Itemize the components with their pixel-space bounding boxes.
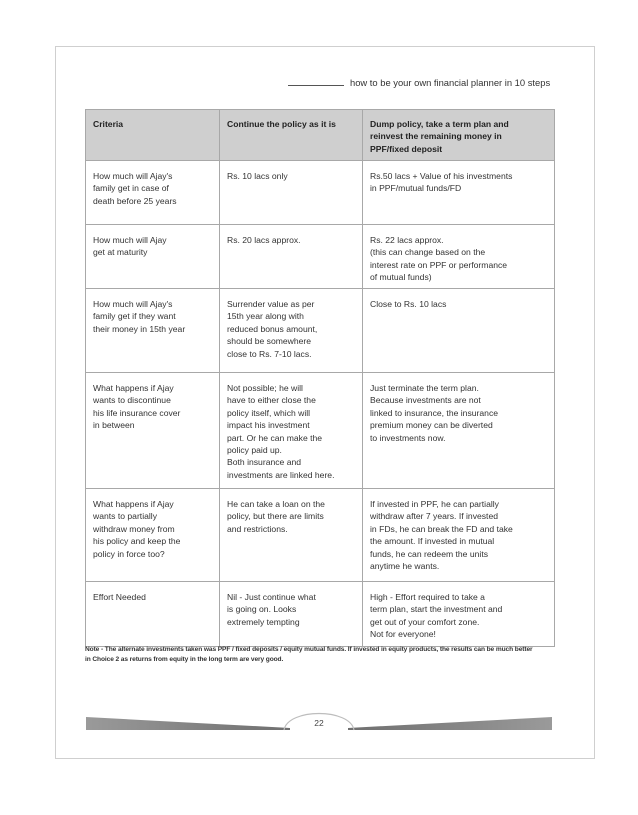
criteria-cell: How much will Ajay's family get if they want their money in 15th year bbox=[86, 289, 220, 373]
dump-cell: Rs. 22 lacs approx. (this can change based on the interest rate on PPF or performance of mutual funds) bbox=[363, 225, 555, 289]
comparison-table bbox=[85, 109, 555, 647]
dump-cell: If invested in PPF, he can partially withdraw after 7 years. If invested in FDs, he can break the FD and take the amount. If invested in mutual funds, he can redeem the units anytime he wants. bbox=[363, 489, 555, 582]
continue-cell: Surrender value as per 15th year along with reduced bonus amount, should be somewhere close to Rs. 7-10 lacs. bbox=[220, 289, 363, 373]
dump-cell: Rs.50 lacs + Value of his investments in PPF/mutual funds/FD bbox=[363, 161, 555, 225]
continue-cell: Nil - Just continue what is going on. Looks extremely tempting bbox=[220, 582, 363, 647]
header-rule bbox=[288, 85, 344, 86]
table-row bbox=[86, 582, 555, 647]
criteria-cell: Effort Needed bbox=[86, 582, 220, 647]
dump-cell: Just terminate the term plan. Because investments are not linked to insurance, the insurance premium money can be diverted to investments now. bbox=[363, 373, 555, 489]
running-title: how to be your own financial planner in 10 steps bbox=[350, 77, 551, 88]
dump-cell: High - Effort required to take a term plan, start the investment and get out of your comfort zone. Not for everyone! bbox=[363, 582, 555, 647]
footer-wedge-left bbox=[86, 717, 290, 730]
page-number: 22 bbox=[314, 718, 324, 728]
footnote bbox=[85, 645, 560, 665]
footnote-line: in Choice 2 as returns from equity in the long term are very good. bbox=[85, 656, 284, 663]
table-header-row bbox=[86, 110, 555, 161]
criteria-cell: How much will Ajay's family get in case of death before 25 years bbox=[86, 161, 220, 225]
criteria-cell: How much will Ajay get at maturity bbox=[86, 225, 220, 289]
table-row bbox=[86, 289, 555, 373]
table-row bbox=[86, 373, 555, 489]
continue-cell: Rs. 20 lacs approx. bbox=[220, 225, 363, 289]
footer-wedge-right bbox=[348, 717, 552, 730]
header-continue-policy: Continue the policy as it is bbox=[220, 110, 363, 161]
criteria-cell: What happens if Ajay wants to partially withdraw money from his policy and keep the policy in force too? bbox=[86, 489, 220, 582]
table-row bbox=[86, 489, 555, 582]
continue-cell: He can take a loan on the policy, but there are limits and restrictions. bbox=[220, 489, 363, 582]
footnote-line: Note - The alternate investments taken was PPF / fixed deposits / equity mutual funds. If invested in equity products, the results can be much better bbox=[85, 646, 533, 653]
table-row bbox=[86, 161, 555, 225]
dump-cell: Close to Rs. 10 lacs bbox=[363, 289, 555, 373]
footer-band bbox=[0, 690, 638, 740]
header-criteria: Criteria bbox=[86, 110, 220, 161]
continue-cell: Rs. 10 lacs only bbox=[220, 161, 363, 225]
running-header bbox=[0, 76, 638, 92]
header-dump-policy: Dump policy, take a term plan and reinvest the remaining money in PPF/fixed deposit bbox=[363, 110, 555, 161]
continue-cell: Not possible; he will have to either close the policy itself, which will impact his investment part. Or he can make the policy paid up. Both insurance and investments are linked here. bbox=[220, 373, 363, 489]
table-row bbox=[86, 225, 555, 289]
criteria-cell: What happens if Ajay wants to discontinue his life insurance cover in between bbox=[86, 373, 220, 489]
